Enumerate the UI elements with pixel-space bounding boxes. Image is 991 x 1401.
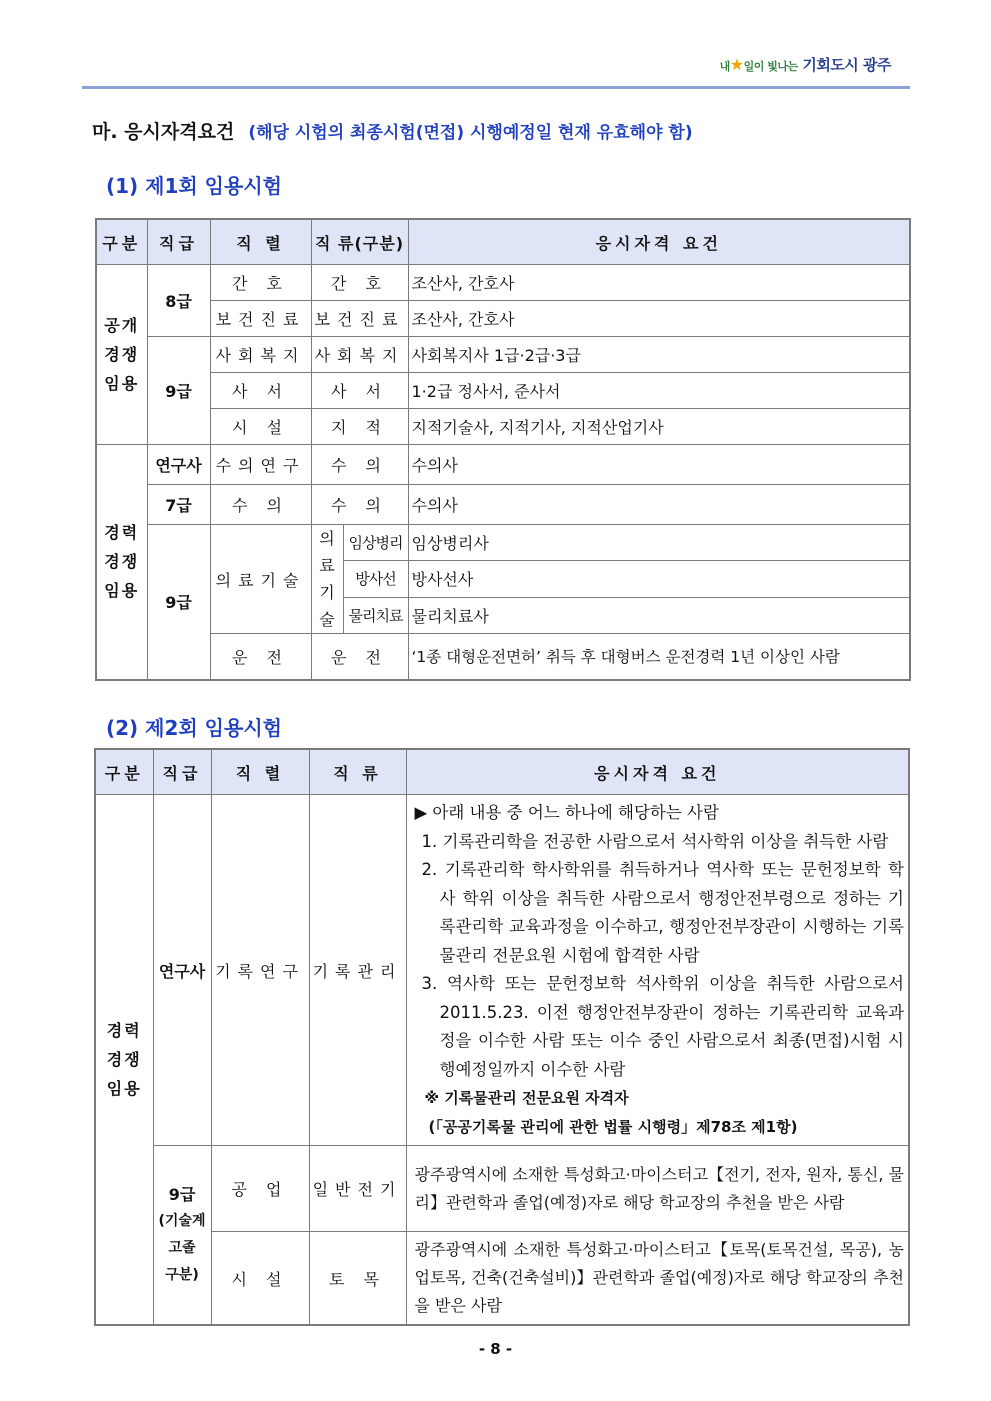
table-row [96, 525, 910, 561]
qual-cell: ‘1종 대형운전면허’ 취득 후 대형버스 운전경력 1년 이상인 사람 [408, 634, 910, 680]
grade-cell: 8급 [147, 265, 210, 337]
logo-small-text: 내 [719, 60, 730, 73]
subseries-cell: 사 서 [311, 373, 408, 409]
col-subseries: 직 류 [309, 749, 406, 795]
grade-cell: 7급 [147, 485, 210, 525]
table-row [95, 1146, 909, 1232]
grade-label: 9급 [168, 1185, 196, 1204]
col-series: 직 렬 [210, 219, 311, 265]
table-row [96, 409, 910, 445]
grade-cell: 9급 [147, 525, 210, 680]
series-cell: 시 설 [211, 1232, 309, 1326]
qual-item: 3. 역사학 또는 문헌정보학 석사학위 이상을 취득한 사람으로서 2011.5.23. 이전 행정안전부장관이 정하는 기록관리학 교육과정을 이수한 사람 또는 이수 중인 사람으로서 최종(면접)시험 시행예정일까지 이수한 사람 [421, 974, 904, 1079]
exam1-table [95, 218, 911, 681]
series-cell: 수의연구 [210, 445, 311, 485]
table-row [96, 265, 910, 301]
table-row [96, 445, 910, 485]
grade-note: (기술계 고졸 구분) [158, 1213, 206, 1283]
exam2-header-row [95, 749, 909, 795]
qual-cell: 수의사 [408, 445, 910, 485]
star-icon: ★ [729, 55, 744, 74]
subseries-cell: 일반전기 [309, 1146, 406, 1232]
qual-cell: 지적기술사, 지적기사, 지적산업기사 [408, 409, 910, 445]
logo-slogan: 일이 빛나는 [743, 60, 798, 73]
qual-note-law: (「공공기록물 관리에 관한 법률 시행령」제78조 제1항) [428, 1117, 798, 1136]
group-career: 경력 경쟁 임용 [95, 795, 153, 1326]
logo-main-text: 기회도시 광주 [802, 56, 891, 74]
table-row [95, 795, 909, 1146]
city-logo [720, 54, 891, 75]
exam2-table [94, 748, 910, 1326]
subseries-cell: 지 적 [311, 409, 408, 445]
qual-cell: 조산사, 간호사 [408, 301, 910, 337]
subseries-cell: 운 전 [311, 634, 408, 680]
table-row [96, 301, 910, 337]
exam1-title: (1) 제1회 임용시험 [106, 174, 282, 198]
series-cell: 시 설 [210, 409, 311, 445]
section-heading: 마. 응시자격요건 [92, 121, 235, 143]
section-title [92, 117, 693, 144]
subseries-cell: 보건진료 [311, 301, 408, 337]
col-qualification: 응시자격 요건 [406, 749, 909, 795]
col-gubun: 구분 [95, 749, 153, 795]
grade-cell: 연구사 [153, 795, 211, 1146]
subseries-cell: 사회복지 [311, 337, 408, 373]
col-gubun: 구분 [96, 219, 147, 265]
subseries-cell: 방사선 [343, 561, 408, 597]
series-cell: 사회복지 [210, 337, 311, 373]
subseries-cell: 물리치료 [343, 597, 408, 633]
series-cell: 보건진료 [210, 301, 311, 337]
exam2-title: (2) 제2회 임용시험 [106, 716, 282, 740]
table-row [96, 373, 910, 409]
group-career: 경력 경쟁 임용 [96, 445, 147, 680]
series-cell: 공 업 [211, 1146, 309, 1232]
series-cell: 수 의 [210, 485, 311, 525]
table-row [95, 1232, 909, 1326]
qual-item: 1. 기록관리학을 전공한 사람으로서 석사학위 이상을 취득한 사람 [421, 831, 889, 851]
qual-cell: 사회복지사 1급·2급·3급 [408, 337, 910, 373]
page-number: - 8 - [478, 1340, 513, 1358]
col-subseries: 직 류(구분) [311, 219, 408, 265]
qual-item: 2. 기록관리학 학사학위를 취득하거나 역사학 또는 문헌정보학 학사 학위 이상을 취득한 사람으로서 행정안전부령으로 정하는 기록관리학 교육과정을 이수하고, 행정안전부장관이 시행하는 기록물관리 전문요원 시험에 합격한 사람 [421, 860, 904, 965]
exam1-header-row [96, 219, 910, 265]
qual-note: ※ 기록물관리 전문요원 자격자 [424, 1089, 629, 1107]
qual-cell: 임상병리사 [408, 525, 910, 561]
qual-cell: 광주광역시에 소재한 특성화고·마이스터고【토목(토목건설, 목공), 농업토목, 건축(건축설비)】관련학과 졸업(예정)자로 해당 학교장의 추천을 받은 사람 [406, 1232, 909, 1326]
col-grade: 직급 [147, 219, 210, 265]
col-grade: 직급 [153, 749, 211, 795]
series-cell: 운 전 [210, 634, 311, 680]
subseries-cell: 기록관리 [309, 795, 406, 1146]
group-open: 공개 경쟁 임용 [96, 265, 147, 445]
series-cell: 간 호 [210, 265, 311, 301]
grade-cell [153, 1146, 211, 1326]
grade-cell: 9급 [147, 337, 210, 445]
table-row [96, 485, 910, 525]
table-row [96, 634, 910, 680]
series-cell: 사 서 [210, 373, 311, 409]
qual-cell: 방사선사 [408, 561, 910, 597]
col-qualification: 응시자격 요건 [408, 219, 910, 265]
subseries-cell: 간 호 [311, 265, 408, 301]
subseries-cell: 토 목 [309, 1232, 406, 1326]
qual-cell: 수의사 [408, 485, 910, 525]
qual-cell: 조산사, 간호사 [408, 265, 910, 301]
qual-lead: ▶ 아래 내용 중 어느 하나에 해당하는 사람 [414, 803, 719, 822]
col-series: 직 렬 [211, 749, 309, 795]
subseries-group-cell: 의료기술 [311, 525, 343, 634]
series-cell: 의료기술 [210, 525, 311, 634]
subseries-cell: 수 의 [311, 445, 408, 485]
header-divider [82, 86, 910, 89]
qual-cell: 광주광역시에 소재한 특성화고·마이스터고【전기, 전자, 원자, 통신, 물리】관련학과 졸업(예정)자로 해당 학교장의 추천을 받은 사람 [406, 1146, 909, 1232]
section-note: (해당 시험의 최종시험(면접) 시행예정일 현재 유효해야 함) [248, 123, 693, 143]
table-row [96, 337, 910, 373]
subseries-cell: 수 의 [311, 485, 408, 525]
series-cell: 기록연구 [211, 795, 309, 1146]
qual-cell [406, 795, 909, 1146]
qual-cell: 물리치료사 [408, 597, 910, 633]
qual-cell: 1·2급 정사서, 준사서 [408, 373, 910, 409]
subseries-cell: 임상병리 [343, 525, 408, 561]
grade-cell: 연구사 [147, 445, 210, 485]
